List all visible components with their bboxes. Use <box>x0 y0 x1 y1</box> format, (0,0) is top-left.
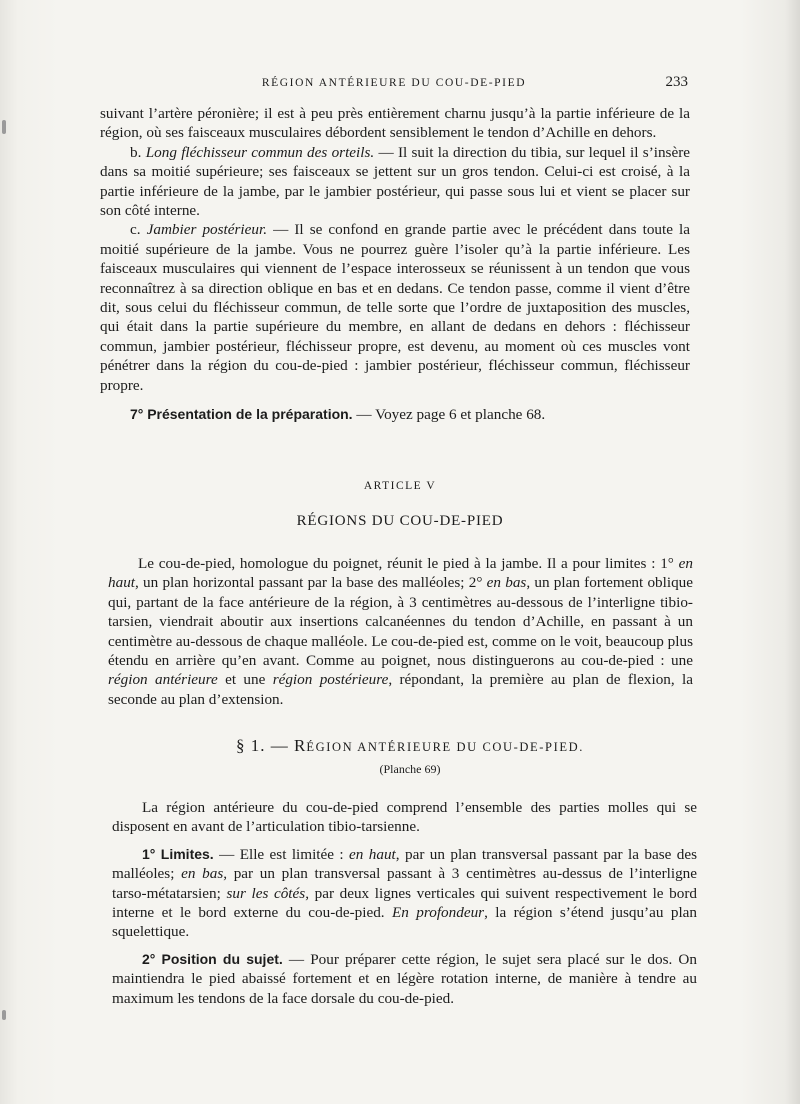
plate-reference: (Planche 69) <box>379 762 441 776</box>
text: , un plan fortement oblique qui, partant de la face antérieure de la région, à 3 centimètres au-dessous de l’interligne tibio-tarsien, viendrait aboutir aux insertions calcanéennes du tendon d’Achille, en passant à un centimètre au-dessous de chaque malléole. Le cou-de-pied est, comme on le voit, beaucoup plus étendu en arrière qu’en avant. Comme au poignet, nous distinguerons au cou-de-pied : une <box>108 574 693 670</box>
paragraph-text: — Il suit la direction du tibia, sur lequel il s’insère dans sa moitié supérieure; ses faisceaux se jettent sur un gros tendon. Celui-ci est croisé, à la partie inférieure de la jambe, par le jambier postérieur, qui passe sous lui et vient se placer sur son côté interne. <box>100 143 691 220</box>
chapter-title: RÉGIONS DU COU-DE-PIED <box>296 513 504 529</box>
running-title: RÉGION ANTÉRIEURE DU COU-DE-PIED <box>261 77 527 89</box>
text: , un plan horizontal passant par la base des malléoles; 2° <box>135 574 487 592</box>
text: , par deux lignes verticales qui suivent respectivement le bord interne et le bord externe du cou-de-pied. <box>112 884 698 922</box>
paragraph-text: — Pour préparer cette région, le sujet sera placé sur le dos. On maintiendra le pied abaissé fortement et en légère rotation interne, de manière à tendre au maximum les tendons de la face dorsale du cou-de-pied. <box>112 950 697 1007</box>
article-label: ARTICLE V <box>363 480 437 492</box>
paragraph-b <box>100 143 690 221</box>
section-prefix: § 1. — R <box>236 736 307 755</box>
emphasis: région postérieure <box>272 671 389 689</box>
paragraph-limites <box>112 845 697 942</box>
item-label: b. <box>130 143 142 161</box>
paragraph-heading: Limites. <box>160 845 214 862</box>
emphasis: sur les côtés <box>226 884 306 902</box>
paragraph-text: — Il se confond en grande partie avec le précédent dans toute la moitié supérieure de la jambe. Vous ne pourrez guère l’isoler qu’à la partie inférieure. Les faisceaux musculaires qui viennent de l’espace interosseux se réunissent à un tendon que vous reconnaîtrez à sa direction oblique en bas et en dedans. Ce tendon passe, comme il vient d’être dit, sous celui du fléchisseur commun, de telle sorte que l’ordre de juxtaposition des muscles, qui était dans la partie supérieure du membre, en allant de dedans en dehors : fléchisseur commun, jambier postérieur, fléchisseur propre, est devenu, au moment où ces muscles vont pénétrer dans la région du cou-de-pied : jambier postérieur, fléchisseur commun, fléchisseur propre. <box>100 221 690 394</box>
section-title-text: ÉGION ANTÉRIEURE DU COU-DE-PIED. <box>306 740 584 754</box>
emphasis: en haut <box>108 555 693 592</box>
paragraph-heading: Présentation de la préparation. <box>147 406 353 423</box>
scan-mark <box>2 120 6 134</box>
emphasis: En profondeur <box>392 904 485 922</box>
paragraph-7 <box>100 405 690 424</box>
paragraph-heading: Position du sujet. <box>161 950 283 967</box>
intro-text-block <box>108 554 693 709</box>
text: , par un plan transversal passant par la base des malléoles; <box>112 845 697 883</box>
muscle-term: Long fléchisseur commun des orteils. <box>145 143 375 161</box>
text: , la région s’étend jusqu’au plan squelettique. <box>112 904 697 941</box>
top-text-block <box>100 104 690 425</box>
scan-mark <box>2 1010 6 1020</box>
paragraph: La région antérieure du cou-de-pied comprend l’ensemble des parties molles qui se disposent en avant de l’articulation tibio-tarsienne. <box>112 799 697 836</box>
emphasis: région antérieure <box>108 671 218 689</box>
emphasis: en haut <box>349 845 396 863</box>
running-header <box>100 74 688 94</box>
text: , répondant, la première au plan de flexion, la seconde au plan d’extension. <box>108 671 694 708</box>
section-title <box>110 736 710 756</box>
bottom-text-block <box>112 798 697 1008</box>
item-number: 7° <box>130 406 144 423</box>
text: — Elle est limitée : <box>213 845 350 863</box>
text: Le cou-de-pied, homologue du poignet, réunit le pied à la jambe. Il a pour limites : 1° <box>138 555 679 572</box>
text: , par un plan transversal passant à 3 centimètres au-dessus de l’interligne tarso-métatarsien; <box>112 865 697 902</box>
muscle-term: Jambier postérieur. <box>146 221 268 239</box>
text: et une <box>217 671 273 689</box>
emphasis: en bas <box>181 865 224 883</box>
paragraph-c <box>100 220 690 395</box>
page-number: 233 <box>665 74 688 90</box>
emphasis: en bas <box>486 574 527 592</box>
paragraph-text: — Voyez page 6 et planche 68. <box>352 406 546 424</box>
item-number: 2° <box>142 950 156 967</box>
item-label: c. <box>130 221 141 239</box>
paragraph-position <box>112 950 697 1008</box>
paragraph: suivant l’artère péronière; il est à peu près entièrement charnu jusqu’à la partie inférieure de la région, où ses faisceaux musculaires débordent sensiblement le tendon d’Achille en dehors. <box>100 105 690 142</box>
item-number: 1° <box>142 845 156 862</box>
intro-paragraph <box>108 554 693 709</box>
